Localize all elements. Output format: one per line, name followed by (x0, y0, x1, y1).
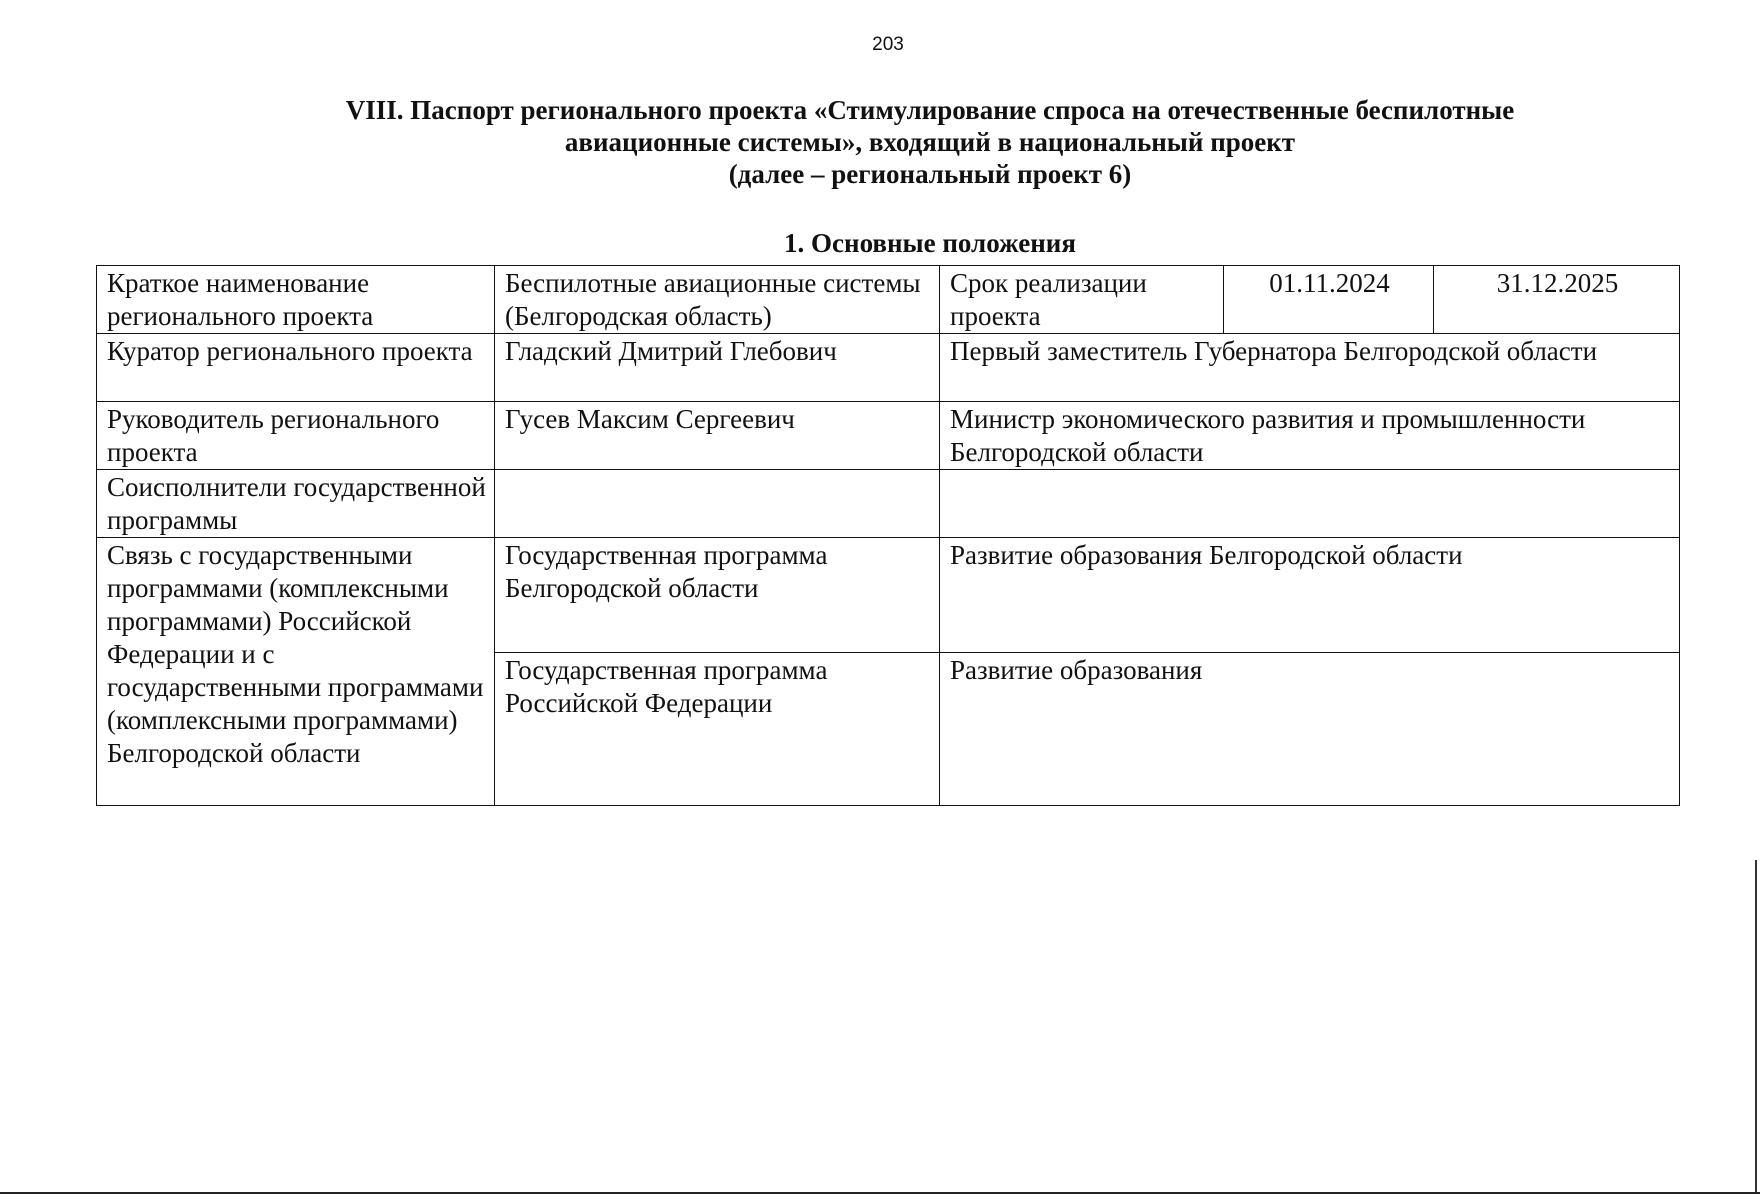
term-label: Срок реализации проекта (940, 266, 1224, 334)
table-row (97, 470, 1680, 538)
page-number: 203 (872, 34, 904, 55)
programs-label: Связь с государственными программами (комплексными программами) Российской Федерации и с государственными программами (комплексными программами) Белгородской области (97, 538, 495, 806)
end-date: 31.12.2025 (1434, 266, 1680, 334)
section-heading: 1. Основные положения (784, 228, 1076, 258)
co-executors-label: Соисполнители государственной программы (97, 470, 495, 538)
title-line: авиационные системы», входящий в национальный проект (564, 127, 1296, 157)
curator-name: Гладский Дмитрий Глебович (495, 334, 940, 402)
program-name: Развитие образования (940, 653, 1680, 806)
bottom-rule (0, 1192, 1760, 1194)
program-type: Государственная программа Белгородской области (495, 538, 940, 653)
table-row (97, 334, 1680, 402)
table-row (97, 538, 1680, 653)
head-position: Министр экономического развития и промышленности Белгородской области (940, 402, 1680, 470)
curator-label: Куратор регионального проекта (97, 334, 495, 402)
program-name: Развитие образования Белгородской области (940, 538, 1680, 653)
scan-edge-line (1755, 860, 1757, 1192)
table-row (97, 402, 1680, 470)
start-date: 01.11.2024 (1224, 266, 1434, 334)
short-name-label: Краткое наименование регионального проекта (97, 266, 495, 334)
short-name-value: Беспилотные авиационные системы (Белгородская область) (495, 266, 940, 334)
program-type: Государственная программа Российской Федерации (495, 653, 940, 806)
curator-position: Первый заместитель Губернатора Белгородской области (940, 334, 1680, 402)
co-executors-col2 (495, 470, 940, 538)
head-name: Гусев Максим Сергеевич (495, 402, 940, 470)
title-line: VIII. Паспорт регионального проекта «Стимулирование спроса на отечественные беспилотные (345, 95, 1515, 125)
table-row (97, 266, 1680, 334)
document-title (120, 94, 1740, 190)
project-passport-table (96, 265, 1680, 806)
title-line: (далее – региональный проект 6) (728, 159, 1132, 189)
co-executors-col3 (940, 470, 1680, 538)
head-label: Руководитель регионального проекта (97, 402, 495, 470)
